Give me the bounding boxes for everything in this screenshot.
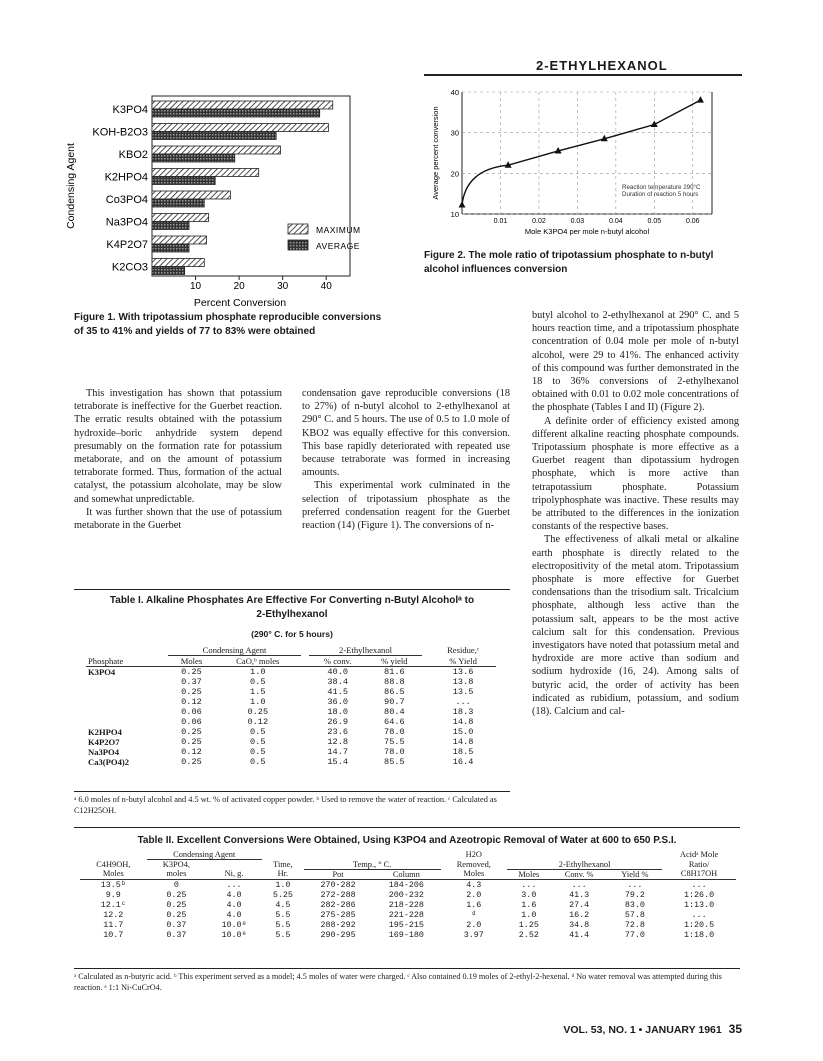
category-label: K2HPO4 [104, 171, 148, 184]
table-row: Ca3(PO4)2 0.25 0.5 15.4 85.5 16.4 [88, 757, 474, 767]
table-row: 11.7 0.37 10.0ᵉ 5.5 288-292 195-215 2.0 1.25 34.8 72.8 1:20.5 [103, 919, 715, 930]
figure-1-caption: Figure 1. With tripotassium phosphate reproducible conversions of 35 to 41% and yields of 77 to 83% were obtained [74, 312, 382, 337]
paragraph: butyl alcohol to 2-ethylhexanol at 290° C. and 5 hours reaction time, and a tripotassium phosphate concentration of 0.04 mole per mole of n-butyl alcohol, were 29 to 41%. The enhanced activity of this compound was further demonstrated in the 18 to 36% conversions of 2-ethylhexanol obtained with 0.01 to 0.02 mole concentrations of the phosphate (Tables I and II) (Figure 2). [532, 310, 739, 414]
table-row: 0.06 0.12 26.9 64.6 14.8 [181, 717, 474, 727]
table-1-bottom-rule [74, 791, 510, 792]
bar-average [152, 267, 185, 275]
x-tick-label: 40 [320, 281, 332, 292]
table-1-header: Phosphate Moles CaO,ᵇ moles % conv. % yield % Yield [86, 656, 496, 667]
figure-2-plot [431, 88, 712, 236]
bar-maximum [152, 169, 259, 177]
y-axis-label: Condensing Agent [65, 143, 77, 229]
table-row: 0.37 0.5 38.4 88.8 13.8 [181, 677, 474, 687]
table-row: 13.5ᵇ 0 ... 1.0 270-282 184-206 4.3 ... ... ... ... [100, 879, 707, 890]
bar-maximum [152, 236, 206, 244]
condition-note: Reaction temperature 290°C [622, 184, 701, 191]
table-row: K2HPO4 0.25 0.5 23.6 78.0 15.0 [88, 727, 474, 737]
condition-note: Duration of reaction 5 hours [622, 191, 699, 198]
bar-average [152, 109, 320, 117]
x-tick-label: 0.04 [609, 218, 623, 225]
table-row: 10.7 0.37 10.0ᵉ 5.5 290-295 169-180 3.97 2.52 41.4 77.0 1:18.0 [103, 929, 715, 940]
table-row: 0.25 1.5 41.5 86.5 13.5 [181, 687, 474, 697]
x-axis-label: Percent Conversion [193, 297, 287, 309]
figure-1-plot [65, 96, 361, 309]
body-column-1 [74, 387, 282, 532]
header-rule [424, 74, 742, 76]
x-tick-label: 0.01 [493, 218, 508, 225]
paragraph: This experimental work culminated in the selection of tripotassium phosphate as the preferred condensation reagent for the Guerbet reaction (14) (Figure 1). The conversions of n- [302, 480, 510, 532]
bar-average [152, 244, 189, 252]
body-column-3 [532, 309, 739, 718]
table-2-bottom-rule [74, 968, 740, 969]
bar-maximum [152, 259, 204, 267]
bar-maximum [152, 191, 230, 199]
bar-average [152, 177, 215, 185]
bar-average [152, 222, 189, 230]
x-tick-label: 30 [277, 281, 289, 292]
table-2-header-row-1: C4H9OH, K3PO4, Time, Temp., ° C. Removed, 2-Ethylhexanol Ratio/ [96, 859, 710, 869]
table-row: 12.2 0.25 4.0 5.5 275-285 221-228 ᵈ 1.0 16.2 57.8 ... [103, 909, 707, 920]
table-row: 9.9 0.25 4.0 5.25 272-288 200-232 2.0 3.0 41.3 79.2 1:26.0 [105, 889, 715, 900]
paragraph: condensation gave reproducible conversions (18 to 27%) of n-butyl alcohol to 2-ethylhexanol at 290° C. and 5 hours. The use of 0.5 to 1.0 mole of KBO2 was equally effective for this conversion. This base rapidly deteriorated with repeated use because tetraborate was formed in increasing amounts. [302, 388, 510, 479]
table-1-title: Table I. Alkaline Phosphates Are Effective For Converting n-Butyl Alcoholᵃ to 2-Ethylhexanol [109, 595, 475, 620]
table-row: K3PO4 0.25 1.0 40.0 81.6 13.6 [88, 667, 474, 677]
table-2 [80, 850, 736, 940]
table-2-header-row-2: Moles moles Ni, g. Hr. Pot Column Moles Moles Conv. % Yield % C8H17OH [80, 869, 736, 879]
table-row: K4P2O7 0.25 0.5 12.8 75.5 14.8 [88, 737, 474, 747]
legend-label-maximum: MAXIMUM [316, 225, 361, 235]
table-row: 12.1ᶜ 0.25 4.0 4.5 282-286 218-228 1.6 1.6 27.4 83.0 1:13.0 [100, 899, 715, 910]
x-tick-label: 0.05 [647, 218, 662, 225]
bar-maximum [152, 146, 280, 154]
y-axis-label: Average percent conversion [431, 106, 440, 200]
paragraph: This investigation has shown that potassium tetraborate is ineffective for the Guerbet reaction. The erratic results obtained with the potassium hydroxide–boric anhydride system depend presumably on the formation rate for potassium metaborate, and on the amount of potassium tetraborate formed. Thus, formation of the actual catalyst, the potassium alcoholate, may be slow and somewhat unpredictable. [74, 388, 282, 505]
category-label: Na3PO4 [105, 216, 148, 229]
body-column-2 [302, 387, 510, 532]
table-2-top-rule [74, 827, 740, 828]
bar-average [152, 132, 276, 140]
table-2-footnote: ᵃ Calculated as n-butyric acid. ᵇ This experiment served as a model; 4.5 moles of water were charged. ᶜ Also contained 0.19 moles of 2-ethyl-2-hexenal. ᵈ No water removal was attempted during this reaction. ᵉ 1:1 Ni-CuCrO4. [74, 972, 722, 992]
bar-maximum [152, 101, 333, 109]
table-1-subtitle: (290° C. for 5 hours) [251, 629, 333, 639]
category-label: K4P2O7 [106, 239, 148, 251]
x-tick-label: 0.02 [532, 218, 546, 225]
table-1-footnote: ᵃ 6.0 moles of n-butyl alcohol and 4.5 wt. % of activated copper powder. ᵇ Used to remove the water of reaction. ᶜ Calculated as C12H25OH. [74, 795, 497, 815]
category-label: Co3PO4 [105, 194, 148, 206]
legend-swatch-average [288, 240, 308, 250]
table-2-title: Table II. Excellent Conversions Were Obtained, Using K3PO4 and Azeotropic Removal of Water at 600 to 650 P.S.I. [137, 835, 677, 846]
paragraph: It was further shown that the use of potassium metaborate in the Guerbet [74, 506, 282, 532]
footer-journal: VOL. 53, NO. 1 • JANUARY 1961 35 [563, 1022, 742, 1036]
y-tick-label: 20 [450, 169, 459, 179]
table-row: 0.12 1.0 36.0 90.7 ... [181, 697, 471, 707]
y-tick-label: 40 [450, 88, 459, 97]
x-axis-label: Mole K3PO4 per mole n-butyl alcohol [524, 227, 650, 236]
paragraph: A definite order of efficiency existed among different alkaline reacting phosphate compounds. Tripotassium phosphate is more effective as a Guerbet reagent than dipotassium hydrogen phosphate, which is more active than tetrapotassium phosphate. Potassium tripolyphosphate was inactive. These results may be attributed to the differences in the ionization constants of the respective bases. [532, 415, 739, 533]
table-2-group-header: Condensing Agent H2O Acidᵃ Mole [80, 850, 736, 860]
category-label: K3PO4 [112, 104, 148, 116]
bar-average [152, 199, 204, 207]
bar-maximum [152, 124, 328, 132]
x-tick-label: 20 [233, 281, 245, 292]
data-point [459, 201, 466, 208]
figure-1-chart [62, 86, 402, 316]
y-tick-label: 10 [450, 210, 459, 219]
bar-average [152, 154, 235, 162]
table-1-group-header: Condensing Agent 2-Ethylhexanol Residue,ᶜ [86, 645, 496, 656]
table-row: 0.06 0.25 18.0 80.4 18.3 [181, 707, 474, 717]
category-label: K2CO3 [111, 261, 148, 274]
table-row: Na3PO4 0.12 0.5 14.7 78.0 18.5 [88, 747, 474, 757]
figure-2-chart [426, 86, 726, 246]
category-label: KOH-B2O3 [92, 126, 148, 139]
x-tick-label: 10 [189, 281, 202, 292]
y-tick-label: 30 [450, 128, 459, 138]
legend-label-average: AVERAGE [316, 241, 360, 251]
paragraph: The effectiveness of alkali metal or alkaline earth phosphate is directly related to the electropositivity of the metal atom. Tripotassium phosphate is more effective for Guerbet condensations than the trisodium salt. Tricalcium phosphate, although less active than the potassium salt, appears to be the most active calcium salt for this condensation. Previous investigators have noted that potassium metal and hydroxide are more active than sodium and sodium hydroxide (16, 24). Among salts of butyric acid, the order of activity has been indicated as rubidium, potassium, and sodium (18). Calcium and cal- [532, 534, 739, 718]
figure-2-caption: Figure 2. The mole ratio of tripotassium phosphate to n-butyl alcohol influences conversion [424, 250, 714, 275]
table-1 [86, 645, 496, 767]
bar-maximum [152, 214, 209, 222]
data-point [697, 96, 704, 103]
running-title: 2-ETHYLHEXANOL [536, 58, 668, 73]
legend-swatch-maximum [288, 224, 308, 234]
category-label: KBO2 [118, 149, 148, 161]
x-tick-label: 0.03 [570, 218, 585, 225]
x-tick-label: 0.06 [685, 218, 700, 225]
table-1-top-rule [74, 589, 510, 590]
